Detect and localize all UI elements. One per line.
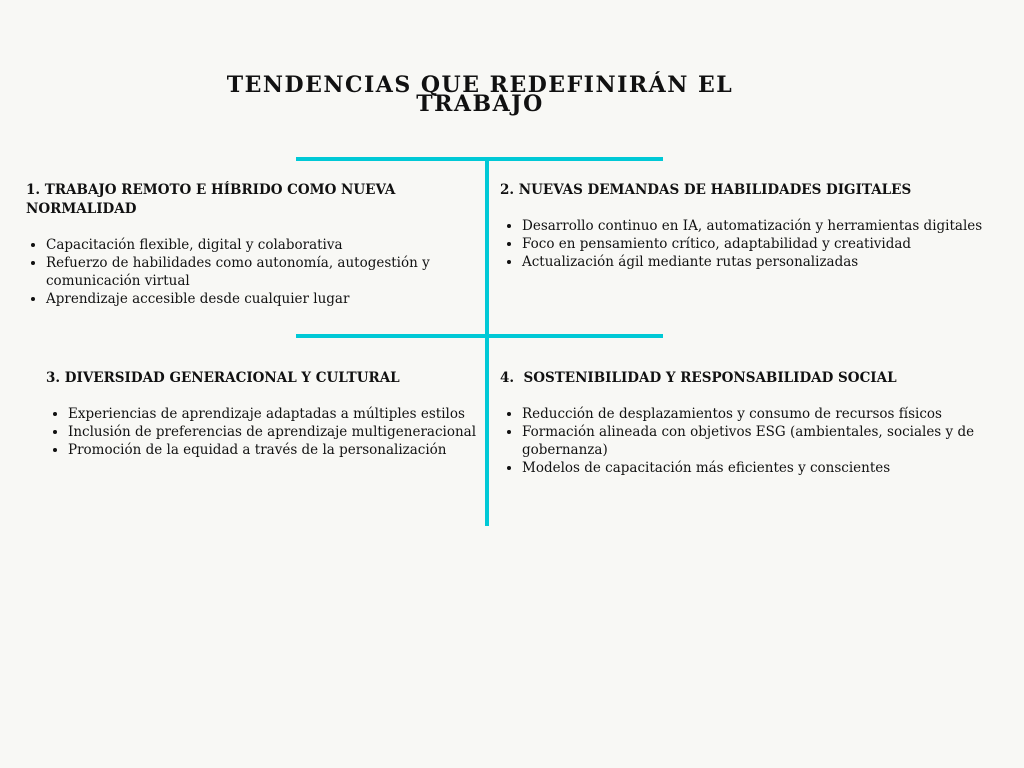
list-item: • Foco en pensamiento crítico, adaptabilidad y creatividad [522, 235, 1000, 253]
middle-horizontal-divider [296, 334, 663, 338]
bullet-list [500, 217, 1000, 271]
top-horizontal-divider [296, 157, 663, 161]
section-remote-hybrid-work [24, 181, 469, 308]
list-item: • Inclusión de preferencias de aprendizaje multigeneracional [68, 423, 481, 441]
section-heading: 1. TRABAJO REMOTO E HÍBRIDO COMO NUEVA NORMALIDAD [26, 182, 396, 217]
list-item: • Desarrollo continuo en IA, automatización y herramientas digitales [522, 217, 1000, 235]
list-item: • Modelos de capacitación más eficientes y conscientes [522, 459, 1000, 477]
page-title: TENDENCIAS QUE REDEFINIRÁN EL TRABAJO [226, 72, 734, 117]
section-heading: 2. NUEVAS DEMANDAS DE HABILIDADES DIGITALES [500, 182, 912, 198]
vertical-divider [485, 160, 489, 526]
list-item: • Actualización ágil mediante rutas personalizadas [522, 253, 1000, 271]
list-item: • Capacitación flexible, digital y colaborativa [46, 236, 469, 254]
list-item: • Promoción de la equidad a través de la personalización [68, 441, 481, 459]
section-heading: 3. DIVERSIDAD GENERACIONAL Y CULTURAL [46, 370, 400, 386]
section-digital-skills [500, 181, 1000, 271]
list-item: • Reducción de desplazamientos y consumo de recursos físicos [522, 405, 1000, 423]
list-item: • Experiencias de aprendizaje adaptadas a múltiples estilos [68, 405, 481, 423]
list-item: • Refuerzo de habilidades como autonomía, autogestión y comunicación virtual [46, 254, 469, 290]
list-item: • Aprendizaje accesible desde cualquier lugar [46, 290, 469, 308]
section-heading: 4. SOSTENIBILIDAD Y RESPONSABILIDAD SOCIAL [500, 370, 897, 386]
section-generational-diversity [46, 369, 481, 459]
section-sustainability [500, 369, 1000, 477]
list-item: • Formación alineada con objetivos ESG (ambientales, sociales y de gobernanza) [522, 423, 1000, 459]
bullet-list [24, 236, 469, 308]
bullet-list [500, 405, 1000, 477]
bullet-list [46, 405, 481, 459]
